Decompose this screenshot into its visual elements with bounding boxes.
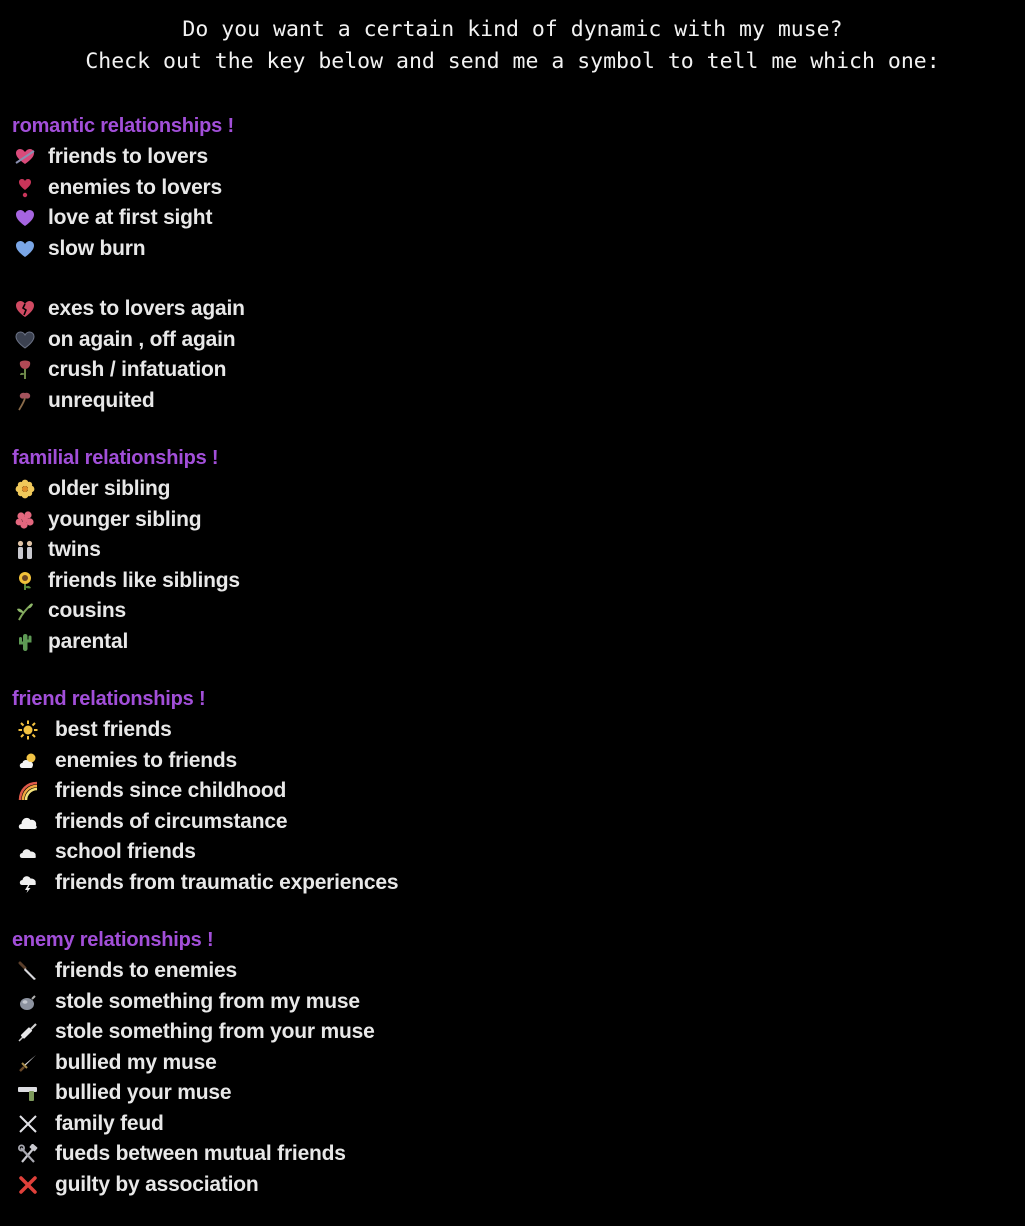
intro-line-2: Check out the key below and send me a symbol to tell me which one:: [85, 49, 940, 74]
item-label: crush / infatuation: [48, 358, 227, 382]
item-label: exes to lovers again: [48, 297, 245, 321]
sun-icon: [12, 719, 44, 741]
list-item: [12, 868, 1012, 899]
list-item: [12, 355, 1012, 386]
item-label: enemies to lovers: [48, 175, 223, 199]
section-title-friend: friend relationships !: [12, 687, 206, 710]
cactus-icon: [12, 631, 38, 653]
storm-cloud-icon: [12, 872, 44, 894]
section-title-familial: familial relationships !: [12, 446, 219, 469]
list-item: [12, 807, 1012, 838]
item-label: love at first sight: [48, 206, 213, 230]
section-title-enemy: enemy relationships !: [12, 928, 214, 951]
item-label: guilty by association: [55, 1172, 259, 1196]
item-label: friends to lovers: [48, 145, 208, 169]
item-label: bullied my muse: [55, 1050, 217, 1074]
list-item: [12, 1078, 1012, 1109]
list-item: [12, 715, 1012, 746]
list-item: [12, 1109, 1012, 1140]
list-item: [12, 535, 1012, 566]
blue-heart-icon: [12, 238, 38, 260]
item-label: fueds between mutual friends: [55, 1142, 346, 1166]
list-item: [12, 173, 1012, 204]
list-item: [12, 474, 1012, 505]
spacer: [12, 264, 1012, 294]
item-label: on again , off again: [48, 327, 236, 351]
item-label: school friends: [55, 840, 196, 864]
partly-cloudy-icon: [12, 811, 44, 833]
blossom-icon: [12, 478, 38, 500]
list-item: [12, 505, 1012, 536]
wilted-rose-icon: [12, 359, 38, 381]
list-item: [12, 1139, 1012, 1170]
list-item: [12, 1048, 1012, 1079]
list-item: [12, 776, 1012, 807]
intro-text: [0, 14, 1025, 78]
syringe-icon: [12, 1021, 44, 1043]
pistol-icon: [12, 1082, 44, 1104]
item-label: best friends: [55, 718, 172, 742]
herb-icon: [12, 600, 38, 622]
list-item: [12, 566, 1012, 597]
familial-section: [12, 442, 1012, 657]
item-label: twins: [48, 538, 101, 562]
list-item: [12, 837, 1012, 868]
section-title-romantic: romantic relationships !: [12, 114, 234, 137]
sunflower-icon: [12, 570, 38, 592]
list-item: [12, 596, 1012, 627]
bomb-icon: [12, 991, 44, 1013]
list-item: [12, 956, 1012, 987]
item-label: parental: [48, 629, 129, 653]
dagger-icon: [12, 1052, 44, 1074]
item-label: friends like siblings: [48, 568, 240, 592]
item-label: cousins: [48, 599, 126, 623]
item-label: friends from traumatic experiences: [55, 870, 399, 894]
item-label: enemies to friends: [55, 748, 237, 772]
list-item: [12, 1017, 1012, 1048]
list-item: [12, 746, 1012, 777]
friend-section: [12, 683, 1012, 898]
black-heart-icon: [12, 329, 38, 351]
cloud-icon: [12, 841, 44, 863]
item-label: friends since childhood: [55, 779, 287, 803]
item-label: friends of circumstance: [55, 809, 288, 833]
list-item: [12, 627, 1012, 658]
knife-icon: [12, 960, 44, 982]
list-item: [12, 203, 1012, 234]
crossed-swords-icon: [12, 1113, 44, 1135]
intro-line-1: Do you want a certain kind of dynamic with my muse?: [182, 17, 843, 42]
heart-arrow-icon: [12, 146, 38, 168]
item-label: family feud: [55, 1111, 164, 1135]
broken-heart-icon: [12, 298, 38, 320]
heart-exclamation-icon: [12, 177, 38, 199]
list-item: [12, 325, 1012, 356]
sun-behind-cloud-icon: [12, 750, 44, 772]
twins-icon: [12, 539, 38, 561]
rainbow-icon: [12, 780, 44, 802]
list-item: [12, 987, 1012, 1018]
item-label: bullied your muse: [55, 1081, 232, 1105]
item-label: stole something from my muse: [55, 989, 360, 1013]
romantic-section: [12, 110, 1012, 416]
item-label: slow burn: [48, 236, 146, 260]
list-item: [12, 294, 1012, 325]
item-label: unrequited: [48, 388, 155, 412]
list-item: [12, 386, 1012, 417]
item-label: younger sibling: [48, 507, 202, 531]
hammer-wrench-icon: [12, 1143, 44, 1165]
list-item: [12, 142, 1012, 173]
list-item: [12, 1170, 1012, 1201]
cherry-blossom-icon: [12, 509, 38, 531]
list-item: [12, 234, 1012, 265]
purple-heart-icon: [12, 207, 38, 229]
item-label: older sibling: [48, 477, 171, 501]
item-label: friends to enemies: [55, 959, 237, 983]
red-cross-mark-icon: [12, 1174, 44, 1196]
relationship-key: [12, 110, 1012, 1226]
item-label: stole something from your muse: [55, 1020, 375, 1044]
enemy-section: [12, 924, 1012, 1200]
rose-icon: [12, 390, 38, 412]
